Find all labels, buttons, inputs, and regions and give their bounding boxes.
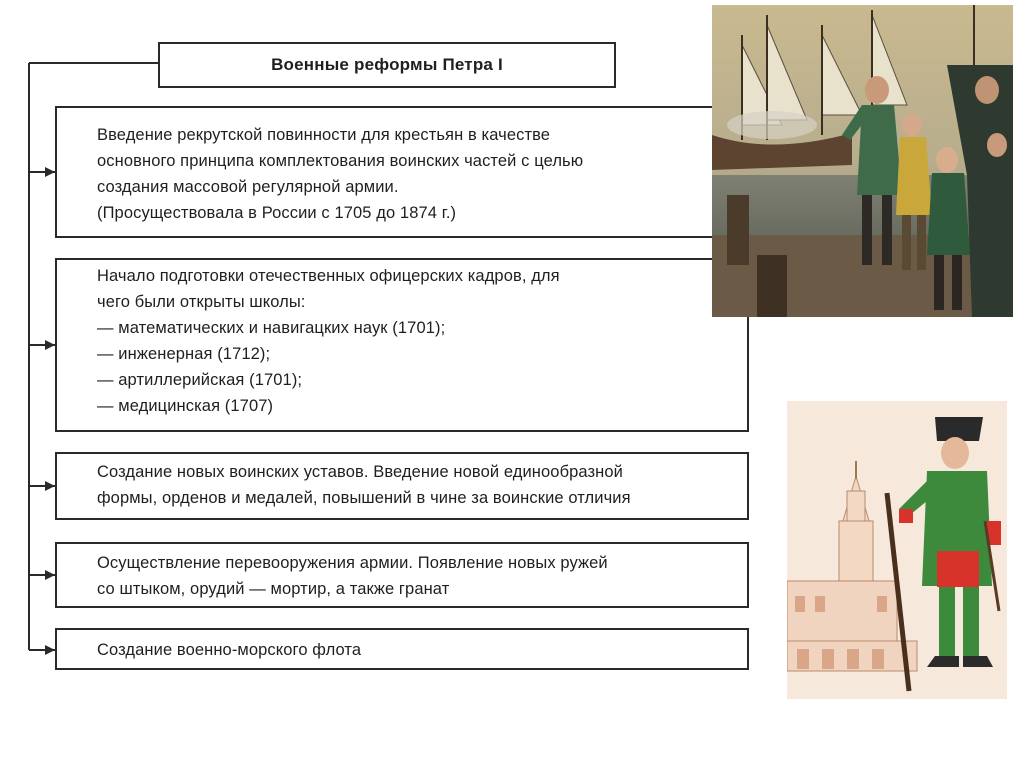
reform-text-line: формы, орденов и медалей, повышений в чине за воинские отличия — [97, 489, 631, 507]
reform-box-regulations — [55, 452, 749, 520]
reform-box-conscription — [55, 106, 741, 238]
arrow-head-3 — [45, 481, 55, 491]
reform-box-officer-schools — [55, 258, 749, 432]
reform-text-line: основного принципа комплектования воинских частей с целью — [97, 152, 584, 170]
school-list-item: — математических и навигацких наук (1701); — [97, 319, 446, 337]
reform-text-line: чего были открыты школы: — [97, 293, 306, 311]
reform-box-rearmament — [55, 542, 749, 608]
school-list-item: — артиллерийская (1701); — [97, 371, 303, 389]
reform-text-line: Осуществление перевооружения армии. Появление новых ружей — [97, 554, 608, 572]
school-list-item: — медицинская (1707) — [97, 397, 274, 415]
fleet-painting — [712, 5, 1013, 317]
reform-box-navy — [55, 628, 749, 670]
arrow-head-4 — [45, 570, 55, 580]
soldier-drawing — [787, 401, 1007, 699]
reform-text-line: Создание военно-морского флота — [97, 641, 362, 659]
reform-text-line: (Просуществовала в России с 1705 до 1874 г.) — [97, 204, 457, 222]
reform-text-line: Введение рекрутской повинности для крестьян в качестве — [97, 126, 551, 144]
reform-text-line: Создание новых воинских уставов. Введение новой единообразной — [97, 463, 623, 481]
reform-text-line: Начало подготовки отечественных офицерских кадров, для — [97, 267, 560, 285]
arrow-head-1 — [45, 167, 55, 177]
reform-text-line: со штыком, орудий — мортир, а также гранат — [97, 580, 450, 598]
school-list-item: — инженерная (1712); — [97, 345, 271, 363]
reform-text-line: создания массовой регулярной армии. — [97, 178, 399, 196]
arrow-head-2 — [45, 340, 55, 350]
arrow-head-5 — [45, 645, 55, 655]
diagram-title: Военные реформы Петра I — [158, 42, 616, 88]
